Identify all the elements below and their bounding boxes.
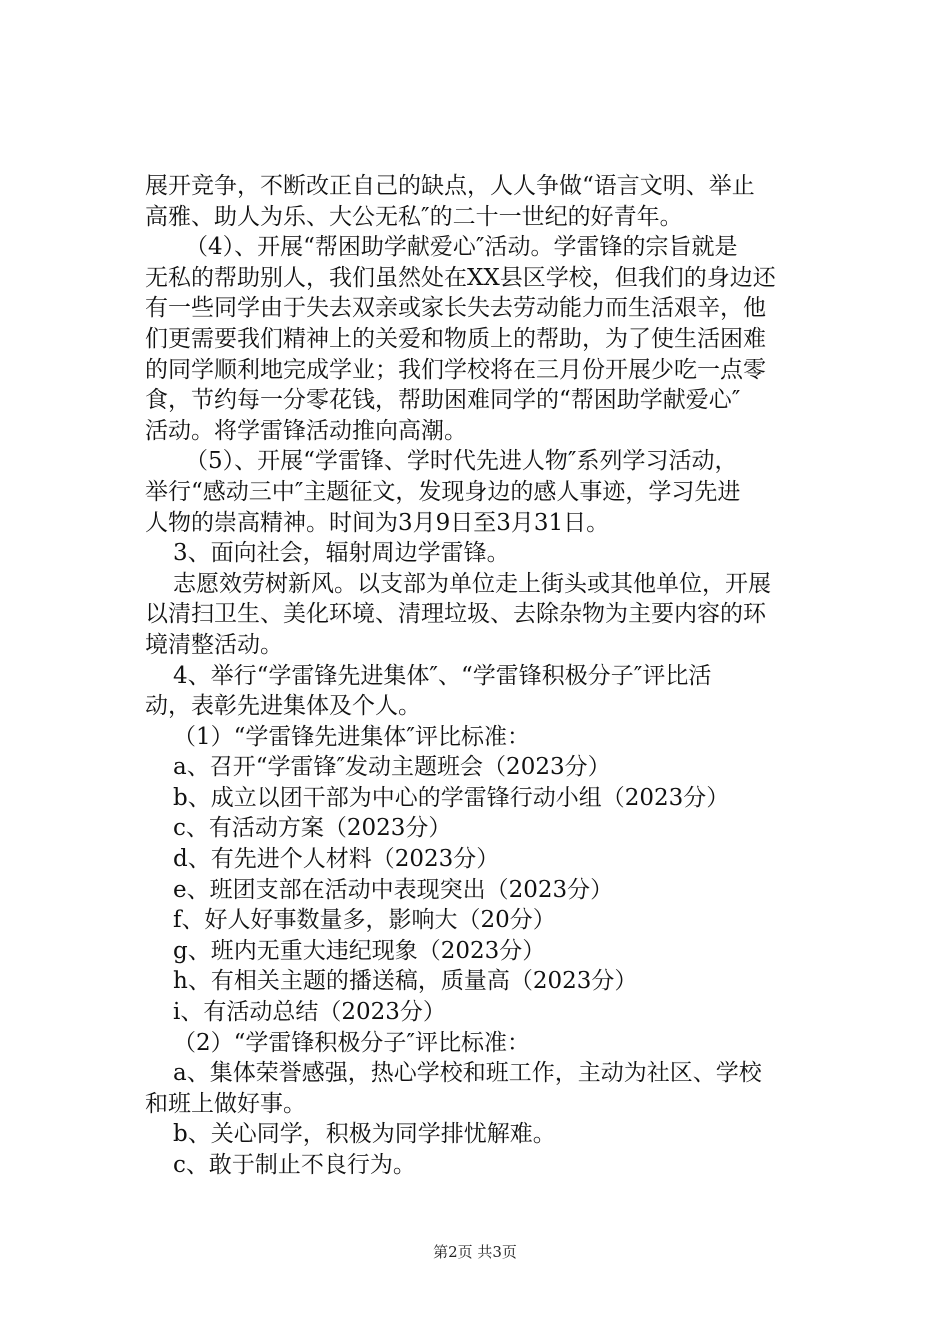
text-line: 的同学顺利地完成学业；我们学校将在三月份开展少吃一点零: [145, 356, 766, 383]
text-line: 动，表彰先进集体及个人。: [145, 693, 421, 720]
text-line: e、班团支部在活动中表现突出（2023分）: [173, 876, 614, 903]
text-line: 高雅、助人为乐、大公无私″的二十一世纪的好青年。: [145, 203, 683, 230]
text-line: b、成立以团干部为中心的学雷锋行动小组（2023分）: [173, 784, 730, 811]
text-line: （4）、开展“帮困助学献爱心″活动。学雷锋的宗旨就是: [185, 234, 738, 261]
text-line: b、关心同学，积极为同学排忧解难。: [173, 1121, 556, 1148]
page-footer: 第2页 共3页: [433, 1243, 517, 1261]
text-line: c、有活动方案（2023分）: [173, 815, 452, 842]
text-line: c、敢于制止不良行为。: [173, 1152, 416, 1178]
text-line: 志愿效劳树新风。以支部为单位走上街头或其他单位，开展: [173, 570, 771, 597]
text-line: 有一些同学由于失去双亲或家长失去劳动能力而生活艰辛，他: [145, 295, 766, 322]
text-line: （1）“学雷锋先进集体″评比标准：: [173, 723, 530, 750]
text-line: 3、面向社会，辐射周边学雷锋。: [173, 540, 510, 567]
text-line: h、有相关主题的播送稿，质量高（2023分）: [173, 968, 638, 995]
text-line: 们更需要我们精神上的关爱和物质上的帮助，为了使生活困难: [145, 325, 766, 352]
text-line: a、召开“学雷锋″发动主题班会（2023分）: [173, 754, 611, 781]
text-line: （5）、开展“学雷锋、学时代先进人物″系列学习活动，: [185, 448, 738, 475]
text-line: 展开竞争，不断改正自己的缺点，人人争做“语言文明、举止: [145, 173, 755, 199]
text-line: 无私的帮助别人，我们虽然处在XX县区学校，但我们的身边还: [145, 264, 776, 291]
text-line: 境清整活动。: [145, 631, 283, 658]
text-line: 人物的崇高精神。时间为3月9日至3月31日。: [145, 509, 610, 536]
text-line: 以清扫卫生、美化环境、清理垃圾、去除杂物为主要内容的环: [145, 601, 766, 628]
text-line: g、班内无重大违纪现象（2023分）: [173, 937, 546, 964]
text-line: （2）“学雷锋积极分子″评比标准：: [173, 1029, 530, 1056]
text-line: 食，节约每一分零花钱，帮助困难同学的“帮困助学献爱心″: [145, 387, 741, 414]
document-body: [145, 171, 835, 1181]
text-line: 和班上做好事。: [145, 1090, 306, 1117]
text-line: f、好人好事数量多，影响大（20分）: [173, 907, 556, 934]
text-line: d、有先进个人材料（2023分）: [173, 846, 500, 873]
text-line: 4、举行“学雷锋先进集体″、“学雷锋积极分子″评比活: [173, 662, 712, 689]
text-line: 举行“感动三中″主题征文，发现身边的感人事迹，学习先进: [145, 478, 741, 505]
text-line: i、有活动总结（2023分）: [173, 999, 446, 1026]
text-line: 活动。将学雷锋活动推向高潮。: [145, 417, 467, 444]
text-line: a、集体荣誉感强，热心学校和班工作，主动为社区、学校: [173, 1060, 762, 1087]
